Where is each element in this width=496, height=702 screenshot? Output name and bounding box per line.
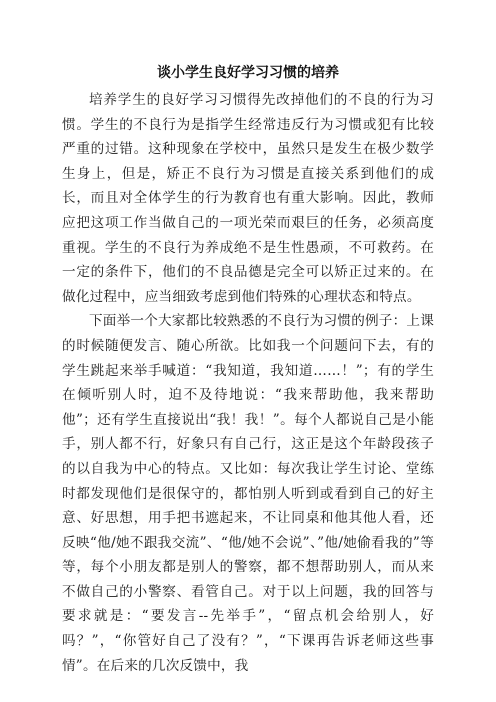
document-title: 谈小学生良好学习习惯的培养 (157, 65, 339, 81)
paragraph-2: 下面举一个大家都比较熟悉的不良行为习惯的例子：上课的时候随便发言、随心所欲。比如我一个问题问下去，有的学生跳起来举手喊道：“我知道，我知道……！”；有的学生在倾听别人时，迫不及待地说：“我来帮助他，我来帮助他”；还有学生直接说出“我！我！”。每个人都说自己是小能手，别人都不行，好象只有自己行，这正是这个年龄段孩子的以自我为中心的特点。又比如：每次我让学生讨论、堂练时都发现他们是很保守的，都怕别人听到或看到自己的好主意、好思想，用手把书遮起来，不让同桌和他其他人看，还反映“他/她不跟我交流”、“他/她不会说”、”他/她偷看我的”等等，每个小朋友都是别人的警察，都不想帮助别人，而从来不做自己的小警察、看管自己。对于以上问题，我的回答与要求就是：“要发言--先举手”，“留点机会给别人，好吗？”，“你管好自己了没有？”，“下课再告诉老师这些事情”。在后来的几次反馈中，我 (62, 313, 434, 674)
paragraph-1: 培养学生的良好学习习惯得先改掉他们的不良的行为习惯。学生的不良行为是指学生经常违反行为习惯或犯有比较严重的过错。这种现象在学校中，虽然只是发生在极少数学生身上，但是，矫正不良行为习惯是直接关系到他们的成长，而且对全体学生的行为教育也有重大影响。因此，教师应把这项工作当做自己的一项光荣而艰巨的任务，必须高度重视。学生的不良行为养成绝不是生性愚顽，不可救药。在一定的条件下，他们的不良品德是完全可以矫正过来的。在做化过程中，应当细致考虑到他们特殊的心理状态和特点。 (62, 92, 434, 305)
document-page (62, 63, 434, 678)
